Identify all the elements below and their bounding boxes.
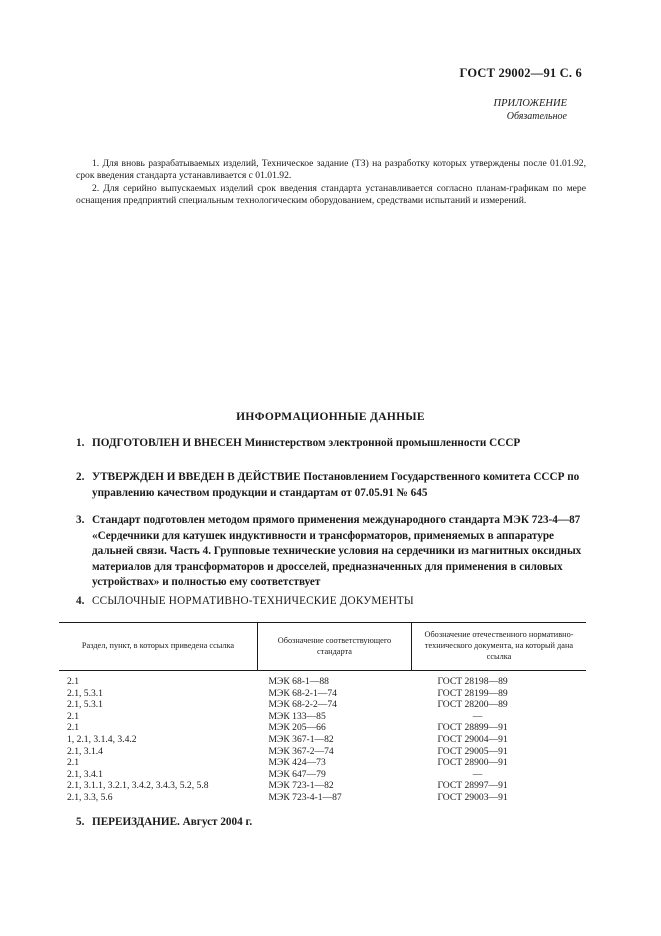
cell-section: 2.1, 5.3.1 (67, 699, 103, 711)
table-row (59, 746, 586, 758)
cell-national-doc: ГОСТ 28997—91 (437, 780, 508, 792)
cell-national-doc: ГОСТ 29004—91 (437, 733, 508, 745)
table-row (59, 734, 586, 746)
table-row (59, 699, 586, 711)
cell-standard: МЭК 367-2—74 (268, 745, 334, 757)
cell-section: 2.1 (67, 722, 79, 734)
info-item-2 (76, 470, 596, 501)
cell-national-doc (412, 769, 587, 781)
column-header-section: Раздел, пункт, в которых приведена ссылка (59, 623, 258, 671)
table-row (59, 722, 586, 734)
cell-section: 2.1, 3.1.1, 3.2.1, 3.4.2, 3.4.3, 5.2, 5.8 (67, 780, 209, 792)
item-text: Постановлением Государственного комитета СССР по управлению качеством продукции и стандартам от 07.05.91 № 645 (92, 471, 580, 499)
references-table (59, 622, 586, 804)
cell-national-doc: ГОСТ 28900—91 (437, 757, 508, 769)
info-item-3 (76, 513, 596, 591)
appendix-title: ПРИЛОЖЕНИЕ (493, 98, 567, 109)
cell-standard: МЭК 424—73 (268, 757, 326, 769)
info-item-5 (76, 815, 596, 831)
item-text: Август 2004 г. (182, 816, 253, 828)
item-text: Министерством электронной промышленности СССР (244, 437, 521, 449)
cell-standard: МЭК 68-2-2—74 (268, 699, 337, 711)
item-number: 1. (76, 437, 85, 449)
item-number: 3. (76, 514, 85, 526)
table-row (59, 757, 586, 769)
cell-section: 2.1, 3.4.1 (67, 768, 103, 780)
info-section-title: ИНФОРМАЦИОННЫЕ ДАННЫЕ (236, 411, 425, 423)
cell-section: 2.1, 3.3, 5.6 (67, 791, 113, 803)
item-caps: ССЫЛОЧНЫЕ НОРМАТИВНО-ТЕХНИЧЕСКИЕ ДОКУМЕНТЫ (92, 595, 414, 607)
table-row (59, 688, 586, 700)
item-text: Стандарт подготовлен методом прямого применения международного стандарта МЭК 723-4—87 «Сердечники для катушек индуктивности и трансформаторов, применяемых в аппаратуре дальней связи. Часть 4. Групповые технические условия на сердечники из магнитных оксидных материалов для трансформаторов и дросселей, предназначенных для применения в силовых устройствах» и полностью ему соответствует (92, 514, 582, 589)
item-caps: ПОДГОТОВЛЕН И ВНЕСЕН (92, 437, 242, 449)
cell-national-doc: ГОСТ 29005—91 (437, 745, 508, 757)
cell-section: 2.1 (67, 710, 79, 722)
cell-national-doc: ГОСТ 29003—91 (437, 791, 508, 803)
cell-section: 2.1, 3.1.4 (67, 745, 103, 757)
appendix-status: Обязательное (506, 111, 567, 122)
dash-mark: — (472, 710, 483, 722)
cell-national-doc: ГОСТ 28198—89 (437, 676, 508, 687)
cell-section: 2.1 (67, 757, 79, 769)
table-header-row (59, 623, 586, 671)
table-body (59, 671, 586, 804)
table-row (59, 792, 586, 804)
cell-standard: МЭК 68-1—88 (268, 676, 329, 687)
cell-national-doc: ГОСТ 28899—91 (437, 722, 508, 734)
cell-standard: МЭК 647—79 (268, 768, 326, 780)
table-row (59, 769, 586, 781)
appendix-notes (76, 158, 586, 208)
document-reference: ГОСТ 29002—91 С. 6 (459, 66, 582, 80)
cell-standard: МЭК 133—85 (268, 710, 326, 722)
cell-national-doc: ГОСТ 28199—89 (437, 687, 508, 699)
cell-national-doc: ГОСТ 28200—89 (437, 699, 508, 711)
note-1: 1. Для вновь разрабатываемых изделий, Техническое задание (ТЗ) на разработку которых утверждены после 01.01.92, срок введения стандарта устанавливается с 01.01.92. (76, 158, 586, 182)
info-item-4 (76, 594, 596, 610)
cell-section: 2.1, 5.3.1 (67, 687, 103, 699)
table-row (59, 711, 586, 723)
cell-standard: МЭК 205—66 (268, 722, 326, 734)
cell-section: 1, 2.1, 3.1.4, 3.4.2 (67, 733, 137, 745)
item-caps: ПЕРЕИЗДАНИЕ. (92, 816, 180, 828)
cell-section: 2.1 (67, 676, 79, 687)
column-header-national-doc: Обозначение отечественного нормативно-технического документа, на который дана ссылка (412, 623, 587, 671)
item-number: 2. (76, 471, 85, 483)
cell-national-doc (412, 711, 587, 723)
column-header-standard: Обозначение соответствующего стандарта (258, 623, 412, 671)
cell-standard: МЭК 367-1—82 (268, 733, 334, 745)
note-2: 2. Для серийно выпускаемых изделий срок введения стандарта устанавливается согласно планам-графикам по мере оснащения предприятий специальным технологическим оборудованием, средствами испытаний и измерений. (76, 182, 586, 207)
table-row (59, 671, 586, 688)
table-row (59, 780, 586, 792)
item-caps: УТВЕРЖДЕН И ВВЕДЕН В ДЕЙСТВИЕ (92, 471, 301, 483)
appendix-label (494, 97, 568, 123)
cell-standard: МЭК 723-1—82 (268, 780, 334, 792)
item-number: 5. (76, 816, 85, 828)
item-number: 4. (76, 595, 85, 607)
cell-standard: МЭК 723-4-1—87 (268, 791, 342, 803)
cell-standard: МЭК 68-2-1—74 (268, 687, 337, 699)
info-item-1 (76, 436, 596, 452)
dash-mark: — (472, 768, 483, 780)
